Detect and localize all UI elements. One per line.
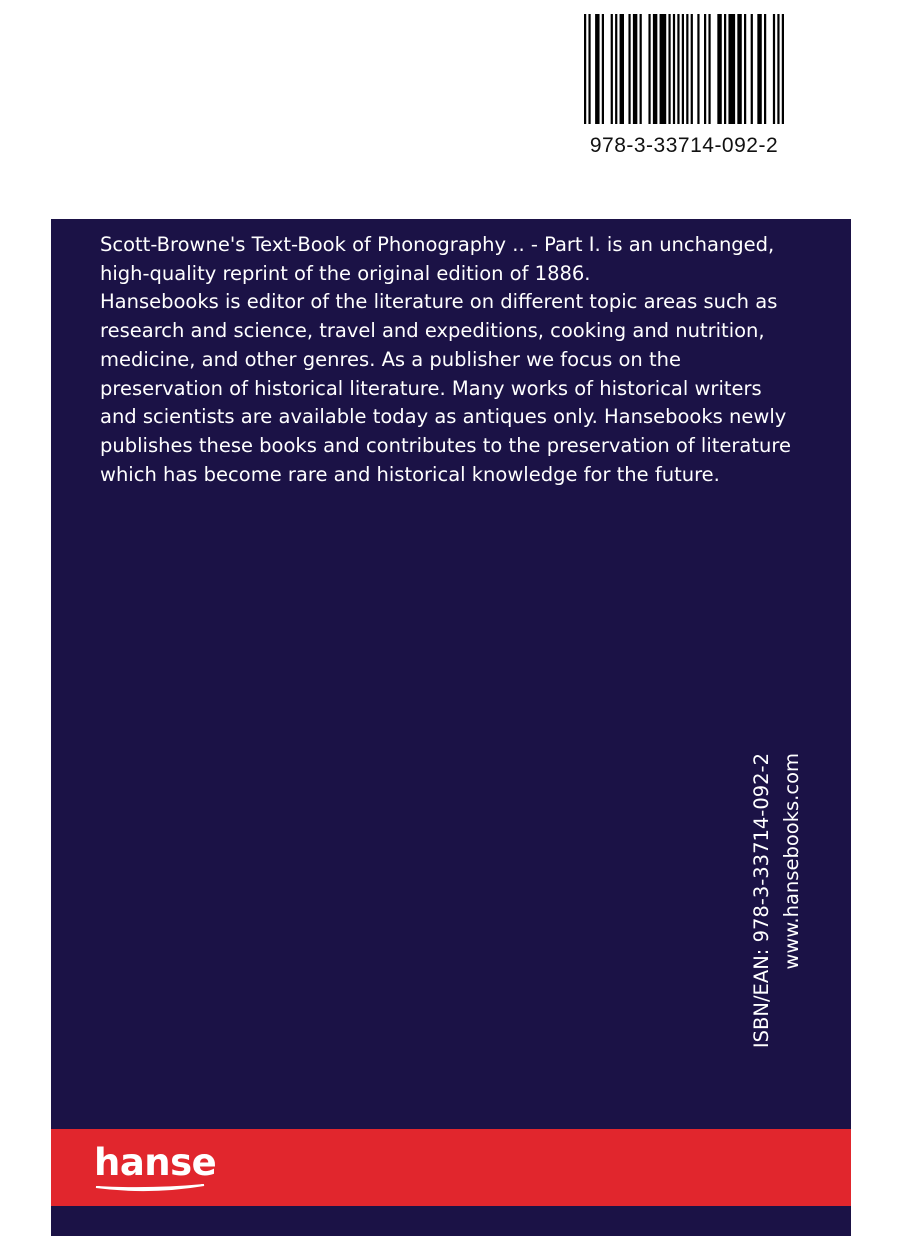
barcode-bar bbox=[697, 14, 699, 124]
barcode-bar bbox=[615, 14, 617, 124]
vertical-info bbox=[747, 753, 902, 1049]
barcode-bar bbox=[640, 14, 642, 124]
barcode-bar bbox=[602, 14, 604, 124]
barcode-bars bbox=[584, 14, 784, 124]
description-paragraph-1: Scott-Browne's Text-Book of Phonography .. - Part I. is an unchanged, high-quality reprint of the original edition of 1886. bbox=[100, 233, 775, 285]
barcode-bar bbox=[737, 14, 741, 124]
barcode-bar bbox=[708, 14, 710, 124]
barcode-bar bbox=[677, 14, 679, 124]
barcode-number: 978-3-33714-092-2 bbox=[589, 134, 779, 157]
isbn-text: ISBN/EAN: 978-3-33714-092-2 bbox=[750, 753, 773, 1049]
barcode-bar bbox=[584, 14, 586, 124]
barcode-bar bbox=[611, 14, 613, 124]
barcode-bar bbox=[668, 14, 670, 124]
barcode-bar bbox=[691, 14, 693, 124]
barcode-bar bbox=[673, 14, 675, 124]
book-description bbox=[100, 231, 800, 489]
barcode-bar bbox=[724, 14, 726, 124]
barcode bbox=[584, 14, 784, 164]
logo-wordmark: hanse bbox=[94, 1141, 217, 1184]
publisher-band bbox=[51, 1129, 851, 1206]
logo-swoosh-icon bbox=[94, 1179, 206, 1193]
barcode-bar bbox=[648, 14, 650, 124]
barcode-bar bbox=[773, 14, 775, 124]
barcode-bar bbox=[588, 14, 590, 124]
barcode-bar bbox=[660, 14, 667, 124]
barcode-bar bbox=[728, 14, 735, 124]
barcode-bar bbox=[653, 14, 657, 124]
barcode-bar bbox=[628, 14, 630, 124]
website-text: www.hansebooks.com bbox=[780, 753, 803, 970]
barcode-bar bbox=[620, 14, 624, 124]
cover-panel bbox=[51, 219, 851, 1236]
description-paragraph-2: Hansebooks is editor of the literature on different topic areas such as research and science, travel and expeditions, cooking and nutrition, medicine, and other genres. As a publisher we focus on the preservation of historical literature. Many works of historical writers and scientists are available today as antiques only. Hansebooks newly publishes these books and contributes to the preservation of literature which has become rare and historical knowledge for the future. bbox=[100, 290, 791, 486]
barcode-bar bbox=[633, 14, 637, 124]
barcode-bar bbox=[744, 14, 746, 124]
hanse-logo bbox=[94, 1141, 217, 1193]
barcode-bar bbox=[717, 14, 721, 124]
barcode-bar bbox=[764, 14, 766, 124]
barcode-bar bbox=[686, 14, 688, 124]
barcode-bar bbox=[682, 14, 684, 124]
barcode-bar bbox=[704, 14, 706, 124]
barcode-bar bbox=[782, 14, 784, 124]
barcode-bar bbox=[777, 14, 779, 124]
barcode-bar bbox=[751, 14, 753, 124]
barcode-bar bbox=[757, 14, 761, 124]
barcode-bar bbox=[595, 14, 599, 124]
